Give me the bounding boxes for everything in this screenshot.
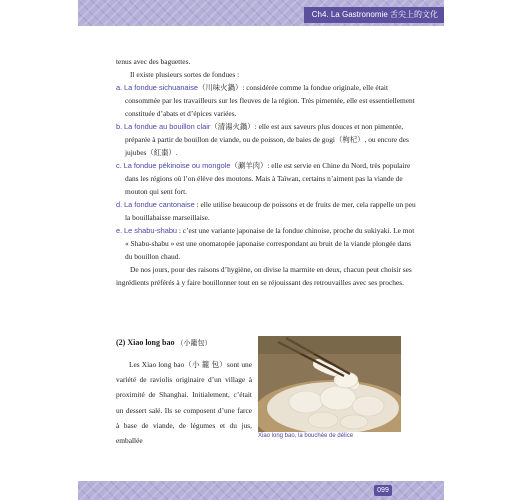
fondue-term: La fondue sichuanaise: [124, 83, 198, 92]
section-title: [116, 338, 211, 348]
section-text: [116, 357, 252, 448]
fondue-description: : c’est une variante japonaise de la fondue chinoise, proche du sukiyaki. Le mot « Shabu-shabu » est une onomatopée japonaise correspondant au bruit de la viande plongée dans du bouillon chaud.: [125, 226, 415, 261]
section-paragraph: Les Xiao long bao（小 籠 包）sont une variété de raviolis originaire d’un village à proximité de Shanghai. Initialement, c’était un dessert salé. Ils se composent d’une farce à base de viande, de légumes et du jus, emballée: [116, 360, 252, 446]
list-item: [116, 159, 416, 198]
main-text: [116, 55, 416, 289]
section-title-cjk: （小籠包）: [176, 339, 212, 347]
footer-band: [78, 481, 444, 500]
list-marker: b.: [116, 122, 123, 131]
chapter-title: Ch4. La Gastronomie 舌尖上的文化: [304, 7, 444, 23]
fondue-term: La fondue pékinoise ou mongole: [123, 161, 231, 170]
photo-caption: Xiao long bao, la bouchée de délice: [258, 433, 354, 439]
fondue-term: La fondue cantonaise: [124, 200, 195, 209]
paragraph-final: De nos jours, pour des raisons d’hygiène, on divise la marmite en deux, chacun peut choisir ses ingrédients préférés à y faire bouillonner tout en se réjouissant des retrouvailles avec ses proches.: [116, 265, 412, 287]
list-item: [116, 198, 416, 224]
dumpling-illustration: [258, 336, 401, 432]
xiao-long-bao-photo: [258, 336, 401, 432]
list-item: [116, 81, 416, 120]
header-band: [78, 0, 444, 26]
fondue-description: （清湯火鍋）: elle est aux saveurs plus douces et non pimentée, préparée à partir de bouillon de viande, ou de poisson, de baies de gogi（枸杞）, ou encore des jujubes（紅棗）.: [125, 122, 409, 157]
list-marker: e.: [116, 226, 123, 235]
page-number: 099: [374, 485, 392, 496]
list-item: [116, 224, 416, 263]
fondue-description: （川味火鍋）: considérée comme la fondue originale, elle était consommée par les travailleurs sur les fleuves de la région. Très pimentée, elle est essentiellement constituée d’abats et d’épices variées.: [125, 83, 415, 118]
fondue-term: Le shabu-shabu: [124, 226, 178, 235]
list-marker: d.: [116, 200, 123, 209]
list-marker: a.: [116, 83, 123, 92]
list-item: [116, 120, 416, 159]
fondue-description: : elle utilise beaucoup de poissons et de fruits de mer, cela rappelle un peu la bouillabaisse marseillaise.: [125, 200, 416, 222]
fondue-term: La fondue au bouillon clair: [124, 122, 211, 131]
paragraph-intro: Il existe plusieurs sortes de fondues :: [130, 70, 240, 79]
paragraph-continuation: tenus avec des baguettes.: [116, 57, 191, 66]
list-marker: c.: [116, 161, 122, 170]
fondue-description: （涮羊肉）: elle est servie en Chine du Nord, très populaire dans les régions où l’on élève des moutons. Mais à Taïwan, certains n’aiment pas la viande de mouton qui sent fort.: [125, 161, 411, 196]
section-title-text: (2) Xiao long bao: [116, 338, 175, 347]
